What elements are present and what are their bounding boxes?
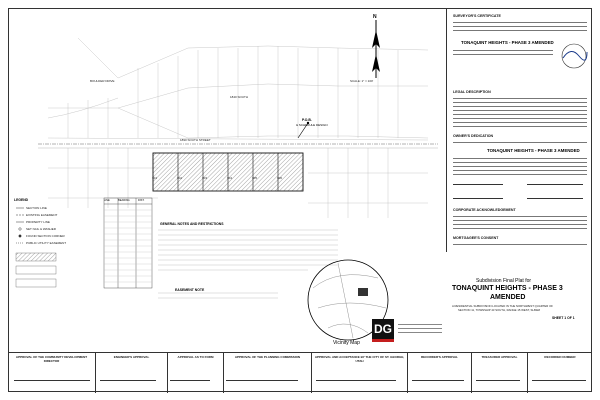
legend-item: SECTION LINE	[26, 206, 47, 210]
approval-block: APPROVAL AND ACCEPTANCE BY THE CITY OF ST. GEORGE, UTAH	[312, 353, 408, 393]
easement-note-title: EASEMENT NOTE	[175, 288, 205, 292]
street-label: 1840 SOUTH	[230, 95, 249, 99]
pob-sub: & SCHEDULE DESIGN	[296, 123, 328, 127]
table-header: LINE	[104, 199, 110, 202]
lot-label: 305	[252, 176, 258, 180]
lot-label: 306	[277, 176, 283, 180]
street-label: 1890 SOUTH STREET	[180, 138, 211, 142]
legend-title: LEGEND	[14, 198, 29, 202]
lot-label: 302	[177, 176, 183, 180]
table-header: DIST.	[138, 199, 145, 202]
approval-block: ENGINEER'S APPROVAL	[96, 353, 168, 393]
approval-block: TREASURER APPROVAL	[472, 353, 528, 393]
street-label: BOULDER DRIVE	[90, 79, 115, 83]
lot-label: 304	[227, 176, 233, 180]
approval-block: RECORDER'S APPROVAL	[408, 353, 472, 393]
lot-label: 301	[152, 176, 158, 180]
surveyor-seal-icon	[559, 42, 589, 70]
legend-item: SET NAIL & WASHER	[26, 227, 56, 231]
title-line2: TONAQUINT HEIGHTS - PHASE 3	[452, 285, 563, 292]
pob-label: P.O.B.	[302, 118, 312, 122]
certificate-subject: TONAQUINT HEIGHTS - PHASE 3 AMENDED	[461, 40, 554, 45]
corporate-ack-title: CORPORATE ACKNOWLEDGEMENT	[453, 208, 516, 212]
approval-block: APPROVAL AS TO FORM	[168, 353, 224, 393]
approval-block: APPROVAL OF THE COMMUNITY DEVELOPMENT DIRECTOR	[8, 353, 96, 393]
logo-bar	[372, 339, 394, 342]
vicinity-title: Vicinity Map	[333, 340, 360, 346]
lot-label: 303	[202, 176, 208, 180]
legend-item: PUBLIC UTILITY EASEMENT	[26, 241, 67, 245]
sheet-number: SHEET 1 OF 1	[552, 316, 575, 320]
owners-dedication-title: OWNER'S DEDICATION	[453, 134, 494, 138]
approval-strip	[8, 352, 592, 393]
title-line4: A RESIDENTIAL SUBDIVISION LOCATED IN THE NORTHWEST QUARTER OF	[452, 304, 553, 308]
legal-description-title: LEGAL DESCRIPTION	[453, 90, 491, 94]
certificate-column	[446, 8, 593, 252]
mortgagee-title: MORTGAGEE'S CONSENT	[453, 236, 499, 240]
general-notes-title: GENERAL NOTES AND RESTRICTIONS	[160, 222, 224, 226]
title-line1: Subdivision Final Plat for	[476, 278, 532, 284]
firm-logo: DG	[372, 319, 394, 339]
legend-item: PROPERTY LINE	[26, 220, 50, 224]
legend-item: EXISTING EASEMENT	[26, 213, 58, 217]
surveyor-certificate-title: SURVEYOR'S CERTIFICATE	[453, 14, 501, 18]
approval-block: APPROVAL OF THE PLANNING COMMISSION	[224, 353, 312, 393]
scale-label: SCALE: 1" = 100'	[350, 79, 374, 83]
approval-block: RECORDED NUMBER	[544, 355, 576, 359]
dedication-subject: TONAQUINT HEIGHTS - PHASE 3 AMENDED	[487, 148, 580, 153]
north-label: N	[373, 14, 377, 20]
legend-item: FOUND SECTION CORNER	[26, 234, 65, 238]
title-line5: SECTION 11, TOWNSHIP 43 SOUTH, RANGE 15 WEST, SLB&M	[458, 308, 541, 312]
table-header: BEARING	[118, 199, 130, 202]
title-line3: AMENDED	[490, 294, 526, 301]
